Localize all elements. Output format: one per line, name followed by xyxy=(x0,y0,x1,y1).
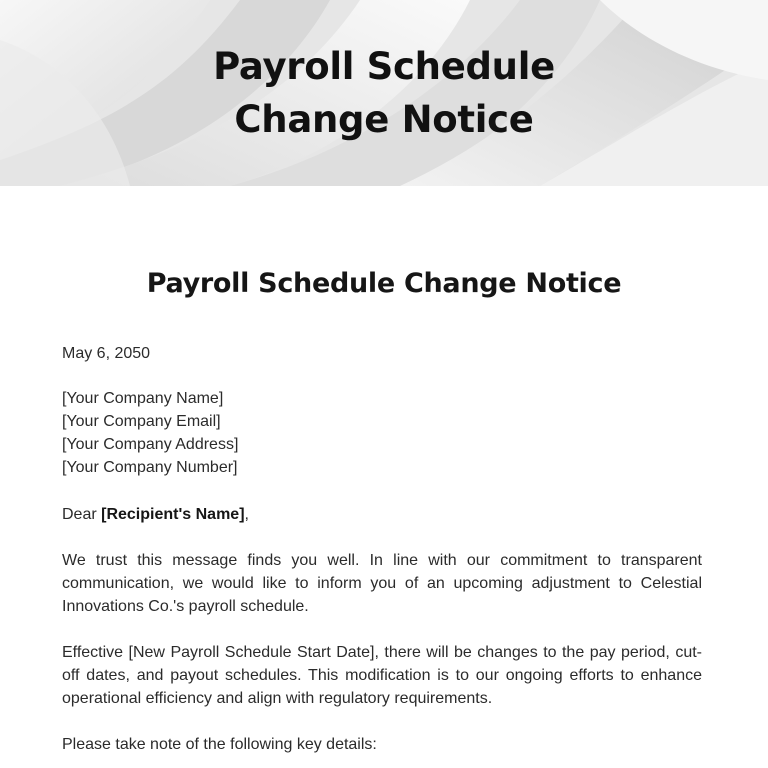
document-heading: Payroll Schedule Change Notice xyxy=(146,268,622,299)
sender-company-name: [Your Company Name] xyxy=(62,390,224,407)
banner-title-line-2: Change Notice xyxy=(234,98,534,141)
sender-company-email: [Your Company Email] xyxy=(62,413,221,430)
letter-greeting xyxy=(62,503,702,526)
banner-title-line-1: Payroll Schedule xyxy=(213,45,555,88)
greeting-salutation: Dear xyxy=(62,506,102,523)
banner-title xyxy=(0,40,768,146)
sender-company-number: [Your Company Number] xyxy=(62,459,238,476)
letter-paragraph-key-details: Please take note of the following key details: xyxy=(62,736,377,753)
letter-date: May 6, 2050 xyxy=(62,345,151,362)
sender-company-address: [Your Company Address] xyxy=(62,436,239,453)
letter-paragraph-effective-date: Effective [New Payroll Schedule Start Date], there will be changes to the pay period, cut-off dates, and payout schedules. This modification is to our ongoing efforts to enhance operational efficiency and align with regulatory requirements. xyxy=(62,644,702,707)
greeting-punctuation: , xyxy=(244,506,249,523)
greeting-recipient-name: [Recipient's Name] xyxy=(101,506,245,523)
sender-address-block xyxy=(62,387,702,479)
letter-paragraph-intro: We trust this message finds you well. In line with our commitment to transparent communication, we would like to inform you of an upcoming adjustment to Celestial Innovations Co.'s payroll schedule. xyxy=(62,552,702,615)
header-banner xyxy=(0,0,768,186)
